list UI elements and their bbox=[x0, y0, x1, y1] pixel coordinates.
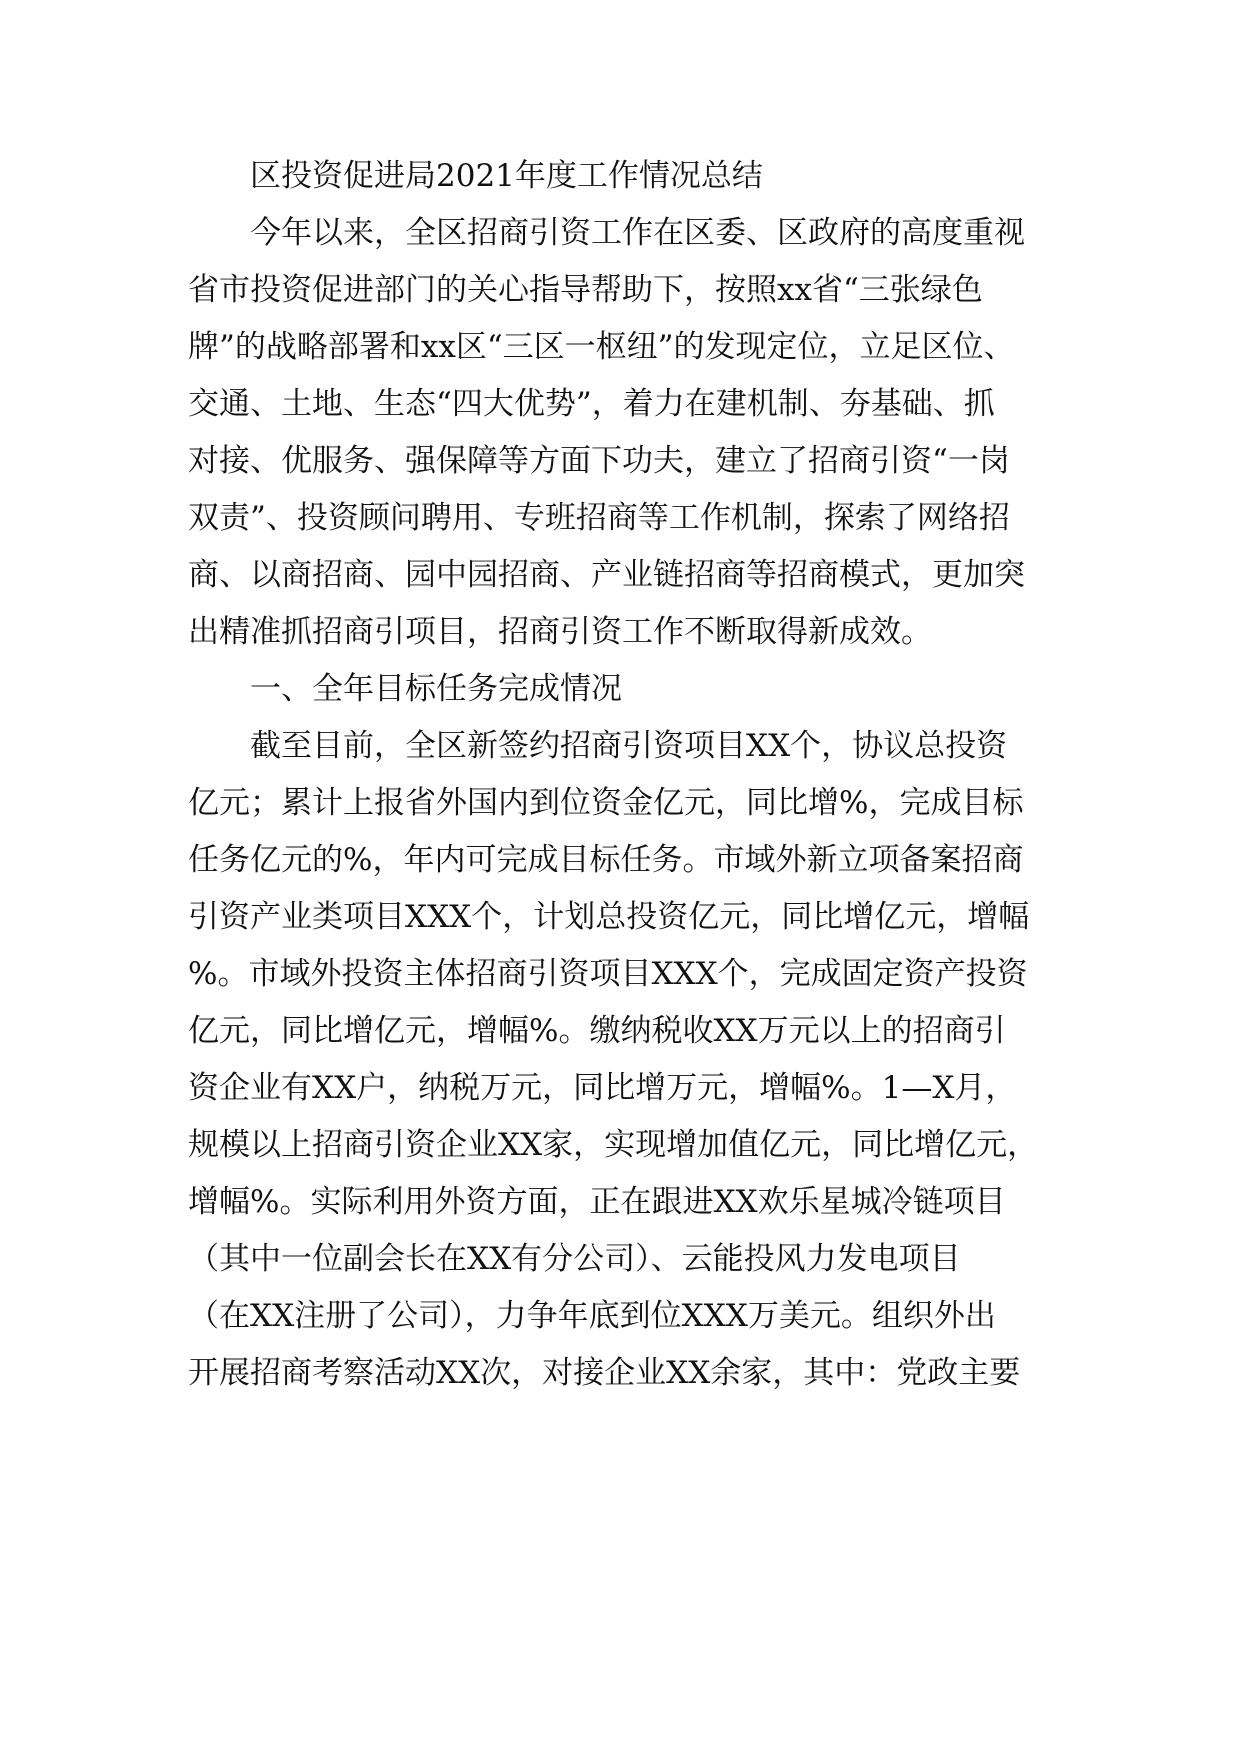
section-line-9: 增幅%。实际利用外资方面，正在跟进XX欢乐星城冷链项目 bbox=[188, 1184, 1006, 1220]
section-line-10: （其中一位副会长在XX有分公司）、云能投风力发电项目 bbox=[188, 1241, 961, 1277]
section-line-5: %。市域外投资主体招商引资项目XXX个，完成固定资产投资 bbox=[188, 956, 1028, 992]
intro-line-4: 交通、土地、生态“四大优势”，着力在建机制、夯基础、抓 bbox=[188, 386, 995, 422]
section-line-7: 资企业有XX户，纳税万元，同比增万元，增幅%。1—X月， bbox=[188, 1070, 1017, 1106]
intro-line-8: 出精准抓招商引项目，招商引资工作不断取得新成效。 bbox=[188, 614, 932, 650]
section-line-8: 规模以上招商引资企业XX家，实现增加值亿元，同比增亿元， bbox=[188, 1127, 1039, 1163]
section-line-1: 截至目前，全区新签约招商引资项目XX个，协议总投资 bbox=[250, 728, 1008, 764]
intro-line-2: 省市投资促进部门的关心指导帮助下，按照xx省“三张绿色 bbox=[188, 272, 983, 308]
intro-line-5: 对接、优服务、强保障等方面下功夫，建立了招商引资“一岗 bbox=[188, 443, 1010, 479]
intro-line-6: 双责”、投资顾问聘用、专班招商等工作机制，探索了网络招 bbox=[188, 500, 1010, 536]
section-line-4: 引资产业类项目XXX个，计划总投资亿元，同比增亿元，增幅 bbox=[188, 899, 1030, 935]
section-line-12: 开展招商考察活动XX次，对接企业XX余家，其中：党政主要 bbox=[188, 1355, 1021, 1391]
intro-line-7: 商、以商招商、园中园招商、产业链招商等招商模式，更加突 bbox=[188, 557, 1025, 593]
document-title: 区投资促进局2021年度工作情况总结 bbox=[250, 158, 763, 194]
section-line-3: 任务亿元的%，年内可完成目标任务。市域外新立项备案招商 bbox=[188, 842, 1024, 878]
intro-line-1: 今年以来，全区招商引资工作在区委、区政府的高度重视 bbox=[250, 215, 1025, 251]
section-heading: 一、全年目标任务完成情况 bbox=[250, 671, 622, 707]
section-line-11: （在XX注册了公司），力争年底到位XXX万美元。组织外出 bbox=[188, 1298, 996, 1334]
section-line-6: 亿元，同比增亿元，增幅%。缴纳税收XX万元以上的招商引 bbox=[188, 1013, 1006, 1049]
section-line-2: 亿元；累计上报省外国内到位资金亿元，同比增%，完成目标 bbox=[188, 785, 1024, 821]
intro-line-3: 牌”的战略部署和xx区“三区一枢纽”的发现定位，立足区位、 bbox=[188, 329, 1015, 365]
